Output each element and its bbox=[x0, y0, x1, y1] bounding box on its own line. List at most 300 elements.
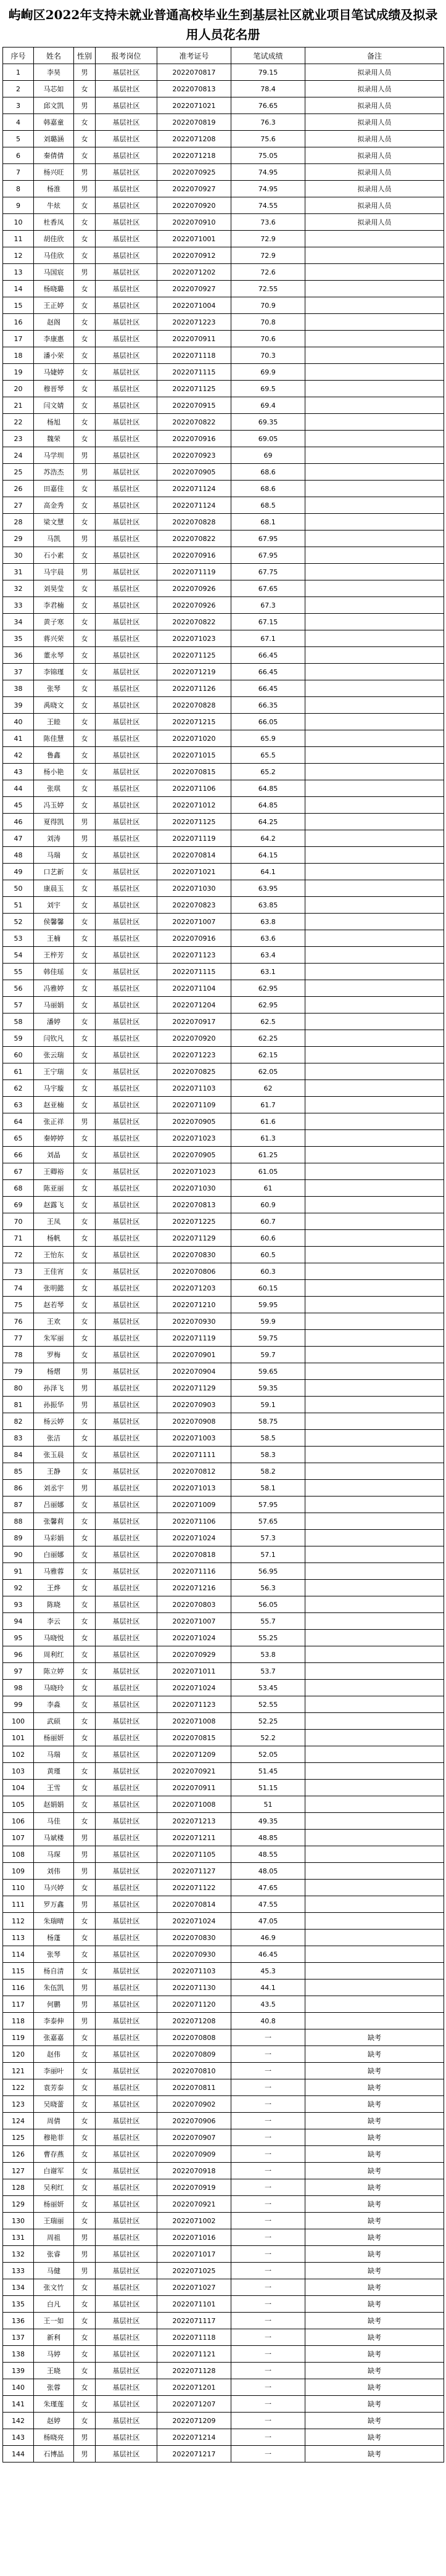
row-exam-number-cell: 2022071122 bbox=[157, 1880, 231, 1896]
row-remarks-cell bbox=[305, 914, 444, 930]
row-exam-number-cell: 2022071007 bbox=[157, 1613, 231, 1630]
row-exam-number-cell: 2022070822 bbox=[157, 530, 231, 547]
row-index-cell: 29 bbox=[3, 530, 34, 547]
row-gender-cell: 男 bbox=[74, 64, 96, 81]
table-row bbox=[3, 1180, 444, 1197]
row-index-cell: 99 bbox=[3, 1696, 34, 1713]
row-exam-number-cell: 2022070810 bbox=[157, 2063, 231, 2079]
row-name-cell: 刘涛 bbox=[34, 830, 74, 847]
row-position-cell: 基层社区 bbox=[96, 81, 157, 97]
row-remarks-cell: 缺考 bbox=[305, 2213, 444, 2229]
table-row bbox=[3, 1380, 444, 1397]
row-name-cell: 王睦 bbox=[34, 714, 74, 730]
row-name-cell: 张云瑞 bbox=[34, 1047, 74, 1063]
row-gender-cell: 男 bbox=[74, 2263, 96, 2279]
row-index-cell: 56 bbox=[3, 980, 34, 997]
row-exam-number-cell: 2022071120 bbox=[157, 1996, 231, 2013]
row-score-cell: 61.25 bbox=[231, 1147, 305, 1163]
row-gender-cell: 女 bbox=[74, 1580, 96, 1596]
row-index-cell: 61 bbox=[3, 1063, 34, 1080]
row-remarks-cell bbox=[305, 1097, 444, 1113]
table-row bbox=[3, 1130, 444, 1147]
row-position-cell: 基层社区 bbox=[96, 897, 157, 914]
table-row bbox=[3, 2079, 444, 2096]
row-remarks-cell bbox=[305, 1796, 444, 1813]
row-exam-number-cell: 2022071119 bbox=[157, 564, 231, 580]
table-row bbox=[3, 297, 444, 314]
row-score-cell: 67.15 bbox=[231, 614, 305, 630]
row-gender-cell: 女 bbox=[74, 381, 96, 397]
table-row bbox=[3, 97, 444, 114]
row-exam-number-cell: 2022070911 bbox=[157, 331, 231, 347]
row-exam-number-cell: 2022070903 bbox=[157, 1397, 231, 1413]
row-position-cell: 基层社区 bbox=[96, 1363, 157, 1380]
row-name-cell: 穆艳菲 bbox=[34, 2129, 74, 2146]
row-index-cell: 2 bbox=[3, 81, 34, 97]
row-position-cell: 基层社区 bbox=[96, 1996, 157, 2013]
row-name-cell: 赵娟娟 bbox=[34, 1796, 74, 1813]
row-remarks-cell: 拟录用人员 bbox=[305, 64, 444, 81]
row-exam-number-cell: 2022071209 bbox=[157, 2413, 231, 2429]
row-index-cell: 52 bbox=[3, 914, 34, 930]
row-index-cell: 54 bbox=[3, 947, 34, 964]
row-score-cell: 59.7 bbox=[231, 1347, 305, 1363]
row-exam-number-cell: 2022071024 bbox=[157, 1913, 231, 1930]
table-row bbox=[3, 331, 444, 347]
row-gender-cell: 女 bbox=[74, 2129, 96, 2146]
table-row bbox=[3, 1946, 444, 1963]
row-position-cell: 基层社区 bbox=[96, 2329, 157, 2346]
row-remarks-cell bbox=[305, 1013, 444, 1030]
table-row bbox=[3, 414, 444, 431]
row-position-cell: 基层社区 bbox=[96, 930, 157, 947]
row-exam-number-cell: 2022071128 bbox=[157, 2363, 231, 2379]
row-index-cell: 49 bbox=[3, 864, 34, 880]
row-index-cell: 22 bbox=[3, 414, 34, 431]
row-score-cell: 一 bbox=[231, 2446, 305, 2462]
row-remarks-cell bbox=[305, 1113, 444, 1130]
row-remarks-cell bbox=[305, 397, 444, 414]
table-row bbox=[3, 1097, 444, 1113]
row-position-cell: 基层社区 bbox=[96, 1247, 157, 1263]
row-score-cell: 56.3 bbox=[231, 1580, 305, 1596]
row-gender-cell: 女 bbox=[74, 864, 96, 880]
row-score-cell: 一 bbox=[231, 2313, 305, 2329]
row-exam-number-cell: 2022071203 bbox=[157, 1280, 231, 1297]
row-position-cell: 基层社区 bbox=[96, 2046, 157, 2063]
row-name-cell: 白谢军 bbox=[34, 2163, 74, 2179]
row-name-cell: 杨淮 bbox=[34, 181, 74, 197]
row-name-cell: 马晓玲 bbox=[34, 1680, 74, 1696]
row-score-cell: 56.95 bbox=[231, 1563, 305, 1580]
row-remarks-cell bbox=[305, 1846, 444, 1863]
row-name-cell: 王凤 bbox=[34, 1213, 74, 1230]
row-gender-cell: 男 bbox=[74, 1480, 96, 1496]
table-row bbox=[3, 2179, 444, 2196]
row-exam-number-cell: 2022070825 bbox=[157, 1063, 231, 1080]
row-index-cell: 34 bbox=[3, 614, 34, 630]
row-remarks-cell bbox=[305, 1830, 444, 1846]
row-remarks-cell bbox=[305, 1230, 444, 1247]
row-gender-cell: 女 bbox=[74, 680, 96, 697]
row-name-cell: 胡佳欣 bbox=[34, 231, 74, 247]
row-gender-cell: 女 bbox=[74, 1913, 96, 1930]
row-exam-number-cell: 2022071021 bbox=[157, 864, 231, 880]
row-index-cell: 101 bbox=[3, 1730, 34, 1746]
row-exam-number-cell: 2022071105 bbox=[157, 1846, 231, 1863]
table-row bbox=[3, 1913, 444, 1930]
row-remarks-cell bbox=[305, 1280, 444, 1297]
row-remarks-cell bbox=[305, 997, 444, 1013]
row-index-cell: 138 bbox=[3, 2346, 34, 2363]
row-exam-number-cell: 2022070916 bbox=[157, 930, 231, 947]
row-exam-number-cell: 2022070813 bbox=[157, 1197, 231, 1213]
row-position-cell: 基层社区 bbox=[96, 2213, 157, 2229]
row-exam-number-cell: 2022070919 bbox=[157, 2179, 231, 2196]
row-index-cell: 51 bbox=[3, 897, 34, 914]
row-remarks-cell bbox=[305, 1863, 444, 1880]
row-remarks-cell bbox=[305, 1696, 444, 1713]
row-index-cell: 85 bbox=[3, 1463, 34, 1480]
row-index-cell: 15 bbox=[3, 297, 34, 314]
table-row bbox=[3, 2396, 444, 2413]
row-name-cell: 张正祥 bbox=[34, 1113, 74, 1130]
row-name-cell: 马兴婷 bbox=[34, 1880, 74, 1896]
table-row bbox=[3, 1930, 444, 1946]
row-gender-cell: 女 bbox=[74, 2396, 96, 2413]
table-row bbox=[3, 1780, 444, 1796]
table-row bbox=[3, 1813, 444, 1830]
row-remarks-cell bbox=[305, 431, 444, 447]
row-name-cell: 潘小荣 bbox=[34, 347, 74, 364]
row-score-cell: 61.05 bbox=[231, 1163, 305, 1180]
row-position-cell: 基层社区 bbox=[96, 914, 157, 930]
row-gender-cell: 女 bbox=[74, 431, 96, 447]
row-gender-cell: 女 bbox=[74, 1613, 96, 1630]
row-name-cell: 马琛 bbox=[34, 1846, 74, 1863]
row-position-cell: 基层社区 bbox=[96, 1930, 157, 1946]
row-remarks-cell: 缺考 bbox=[305, 2413, 444, 2429]
row-exam-number-cell: 2022071116 bbox=[157, 1563, 231, 1580]
row-exam-number-cell: 2022071003 bbox=[157, 1430, 231, 1447]
row-position-cell: 基层社区 bbox=[96, 1696, 157, 1713]
row-index-cell: 13 bbox=[3, 264, 34, 281]
row-exam-number-cell: 2022071126 bbox=[157, 680, 231, 697]
table-row bbox=[3, 880, 444, 897]
row-name-cell: 武硕 bbox=[34, 1713, 74, 1730]
row-name-cell: 马国宸 bbox=[34, 264, 74, 281]
row-score-cell: 64.25 bbox=[231, 814, 305, 830]
row-index-cell: 55 bbox=[3, 964, 34, 980]
row-position-cell: 基层社区 bbox=[96, 847, 157, 864]
row-position-cell: 基层社区 bbox=[96, 2229, 157, 2246]
row-gender-cell: 女 bbox=[74, 580, 96, 597]
row-position-cell: 基层社区 bbox=[96, 214, 157, 231]
row-remarks-cell bbox=[305, 1297, 444, 1313]
table-row bbox=[3, 431, 444, 447]
row-gender-cell: 男 bbox=[74, 564, 96, 580]
row-position-cell: 基层社区 bbox=[96, 1496, 157, 1513]
row-position-cell: 基层社区 bbox=[96, 1113, 157, 1130]
row-name-cell: 马健 bbox=[34, 2263, 74, 2279]
row-remarks-cell: 缺考 bbox=[305, 2363, 444, 2379]
row-name-cell: 马斌楼 bbox=[34, 1830, 74, 1846]
row-name-cell: 吕丽娜 bbox=[34, 1496, 74, 1513]
row-exam-number-cell: 2022071012 bbox=[157, 797, 231, 814]
row-remarks-cell: 缺考 bbox=[305, 2246, 444, 2263]
row-gender-cell: 女 bbox=[74, 1063, 96, 1080]
row-gender-cell: 男 bbox=[74, 1979, 96, 1996]
row-score-cell: 58.5 bbox=[231, 1430, 305, 1447]
row-score-cell: 一 bbox=[231, 2096, 305, 2113]
row-position-cell: 基层社区 bbox=[96, 1413, 157, 1430]
row-remarks-cell bbox=[305, 1513, 444, 1530]
row-name-cell: 杨熠 bbox=[34, 1363, 74, 1380]
row-exam-number-cell: 2022070920 bbox=[157, 1030, 231, 1047]
row-index-cell: 92 bbox=[3, 1580, 34, 1596]
row-name-cell: 牛炫 bbox=[34, 197, 74, 214]
table-row bbox=[3, 2029, 444, 2046]
row-position-cell: 基层社区 bbox=[96, 181, 157, 197]
row-index-cell: 79 bbox=[3, 1363, 34, 1380]
row-index-cell: 103 bbox=[3, 1763, 34, 1780]
table-row bbox=[3, 2196, 444, 2213]
row-index-cell: 70 bbox=[3, 1213, 34, 1230]
row-gender-cell: 女 bbox=[74, 1213, 96, 1230]
row-index-cell: 77 bbox=[3, 1330, 34, 1347]
row-exam-number-cell: 2022070906 bbox=[157, 2113, 231, 2129]
row-name-cell: 秦倩倩 bbox=[34, 147, 74, 164]
table-row bbox=[3, 2013, 444, 2029]
row-gender-cell: 女 bbox=[74, 1147, 96, 1163]
row-remarks-cell: 缺考 bbox=[305, 2129, 444, 2146]
row-position-cell: 基层社区 bbox=[96, 597, 157, 614]
row-index-cell: 141 bbox=[3, 2396, 34, 2413]
row-index-cell: 67 bbox=[3, 1163, 34, 1180]
table-row bbox=[3, 2046, 444, 2063]
row-remarks-cell bbox=[305, 314, 444, 331]
row-score-cell: 67.1 bbox=[231, 630, 305, 647]
row-gender-cell: 女 bbox=[74, 1097, 96, 1113]
row-remarks-cell: 拟录用人员 bbox=[305, 181, 444, 197]
table-row bbox=[3, 1730, 444, 1746]
row-exam-number-cell: 2022070814 bbox=[157, 847, 231, 864]
row-index-cell: 81 bbox=[3, 1397, 34, 1413]
row-exam-number-cell: 2022071129 bbox=[157, 1230, 231, 1247]
row-position-cell: 基层社区 bbox=[96, 2063, 157, 2079]
row-score-cell: 61.6 bbox=[231, 1113, 305, 1130]
row-exam-number-cell: 2022071101 bbox=[157, 2296, 231, 2313]
row-gender-cell: 女 bbox=[74, 647, 96, 664]
row-gender-cell: 女 bbox=[74, 1030, 96, 1047]
row-position-cell: 基层社区 bbox=[96, 1180, 157, 1197]
row-index-cell: 62 bbox=[3, 1080, 34, 1097]
row-index-cell: 44 bbox=[3, 780, 34, 797]
row-name-cell: 张馨莉 bbox=[34, 1513, 74, 1530]
row-score-cell: 63.85 bbox=[231, 897, 305, 914]
row-gender-cell: 女 bbox=[74, 947, 96, 964]
table-row bbox=[3, 1580, 444, 1596]
row-remarks-cell bbox=[305, 514, 444, 530]
row-remarks-cell bbox=[305, 1813, 444, 1830]
row-score-cell: 51.15 bbox=[231, 1780, 305, 1796]
row-score-cell: 74.55 bbox=[231, 197, 305, 214]
row-score-cell: 72.9 bbox=[231, 247, 305, 264]
row-gender-cell: 女 bbox=[74, 2063, 96, 2079]
row-exam-number-cell: 2022071024 bbox=[157, 1630, 231, 1646]
row-remarks-cell: 缺考 bbox=[305, 2229, 444, 2246]
row-exam-number-cell: 2022071129 bbox=[157, 1380, 231, 1397]
row-index-cell: 23 bbox=[3, 431, 34, 447]
row-score-cell: 62.05 bbox=[231, 1063, 305, 1080]
row-name-cell: 马晓悦 bbox=[34, 1630, 74, 1646]
table-row bbox=[3, 397, 444, 414]
row-name-cell: 罗梅 bbox=[34, 1347, 74, 1363]
row-name-cell: 吴利红 bbox=[34, 2179, 74, 2196]
row-remarks-cell: 缺考 bbox=[305, 2429, 444, 2446]
row-gender-cell: 男 bbox=[74, 814, 96, 830]
row-score-cell: 51 bbox=[231, 1796, 305, 1813]
row-index-cell: 10 bbox=[3, 214, 34, 231]
row-name-cell: 董永琴 bbox=[34, 647, 74, 664]
row-name-cell: 鲁鑫 bbox=[34, 747, 74, 764]
row-index-cell: 47 bbox=[3, 830, 34, 847]
row-score-cell: 62.15 bbox=[231, 1047, 305, 1063]
row-score-cell: 51.45 bbox=[231, 1763, 305, 1780]
row-index-cell: 41 bbox=[3, 730, 34, 747]
row-remarks-cell bbox=[305, 730, 444, 747]
row-position-cell: 基层社区 bbox=[96, 331, 157, 347]
row-name-cell: 王雪 bbox=[34, 1780, 74, 1796]
row-position-cell: 基层社区 bbox=[96, 64, 157, 81]
row-score-cell: 47.65 bbox=[231, 1880, 305, 1896]
row-name-cell: 高金秀 bbox=[34, 497, 74, 514]
table-row bbox=[3, 231, 444, 247]
table-row bbox=[3, 147, 444, 164]
row-name-cell: 罗万鑫 bbox=[34, 1896, 74, 1913]
row-gender-cell: 女 bbox=[74, 997, 96, 1013]
row-name-cell: 马瑞 bbox=[34, 847, 74, 864]
table-row bbox=[3, 1613, 444, 1630]
row-remarks-cell bbox=[305, 830, 444, 847]
row-index-cell: 105 bbox=[3, 1796, 34, 1813]
table-row bbox=[3, 1080, 444, 1097]
row-position-cell: 基层社区 bbox=[96, 1663, 157, 1680]
row-remarks-cell: 缺考 bbox=[305, 2296, 444, 2313]
row-index-cell: 98 bbox=[3, 1680, 34, 1696]
row-exam-number-cell: 2022070904 bbox=[157, 1363, 231, 1380]
row-name-cell: 白凡 bbox=[34, 2296, 74, 2313]
row-exam-number-cell: 2022071117 bbox=[157, 2313, 231, 2329]
table-row bbox=[3, 1213, 444, 1230]
row-remarks-cell: 缺考 bbox=[305, 2096, 444, 2113]
row-gender-cell: 女 bbox=[74, 1080, 96, 1097]
roster-table bbox=[2, 47, 444, 2462]
row-index-cell: 75 bbox=[3, 1297, 34, 1313]
row-gender-cell: 男 bbox=[74, 1830, 96, 1846]
table-row bbox=[3, 630, 444, 647]
row-score-cell: 74.95 bbox=[231, 181, 305, 197]
row-remarks-cell bbox=[305, 1563, 444, 1580]
row-remarks-cell bbox=[305, 1963, 444, 1979]
row-gender-cell: 女 bbox=[74, 131, 96, 147]
row-score-cell: 67.95 bbox=[231, 547, 305, 564]
row-name-cell: 赵婷 bbox=[34, 2413, 74, 2429]
row-name-cell: 新利 bbox=[34, 2329, 74, 2346]
row-name-cell: 马佳 bbox=[34, 1813, 74, 1830]
row-index-cell: 117 bbox=[3, 1996, 34, 2013]
row-score-cell: 59.1 bbox=[231, 1397, 305, 1413]
row-gender-cell: 女 bbox=[74, 2113, 96, 2129]
row-score-cell: 66.35 bbox=[231, 697, 305, 714]
row-name-cell: 王瑞丽 bbox=[34, 2213, 74, 2229]
row-gender-cell: 女 bbox=[74, 147, 96, 164]
table-row bbox=[3, 381, 444, 397]
row-score-cell: 69.5 bbox=[231, 381, 305, 397]
row-name-cell: 张洁 bbox=[34, 1430, 74, 1447]
row-remarks-cell: 拟录用人员 bbox=[305, 147, 444, 164]
row-gender-cell: 男 bbox=[74, 2229, 96, 2246]
row-index-cell: 84 bbox=[3, 1447, 34, 1463]
row-exam-number-cell: 2022071123 bbox=[157, 1696, 231, 1713]
row-remarks-cell bbox=[305, 1413, 444, 1430]
row-gender-cell: 女 bbox=[74, 2363, 96, 2379]
row-score-cell: 47.05 bbox=[231, 1913, 305, 1930]
row-exam-number-cell: 2022070803 bbox=[157, 1596, 231, 1613]
row-exam-number-cell: 2022071118 bbox=[157, 2329, 231, 2346]
row-gender-cell: 女 bbox=[74, 364, 96, 381]
row-exam-number-cell: 2022070828 bbox=[157, 514, 231, 530]
row-index-cell: 115 bbox=[3, 1963, 34, 1979]
row-gender-cell: 男 bbox=[74, 2013, 96, 2029]
row-gender-cell: 男 bbox=[74, 1113, 96, 1130]
row-index-cell: 20 bbox=[3, 381, 34, 397]
row-exam-number-cell: 2022071008 bbox=[157, 1796, 231, 1813]
row-exam-number-cell: 2022071024 bbox=[157, 1530, 231, 1546]
row-score-cell: 58.1 bbox=[231, 1480, 305, 1496]
table-row bbox=[3, 530, 444, 547]
table-row bbox=[3, 497, 444, 514]
row-name-cell: 杨丽妍 bbox=[34, 1730, 74, 1746]
row-score-cell: 61 bbox=[231, 1180, 305, 1197]
row-exam-number-cell: 2022071204 bbox=[157, 997, 231, 1013]
row-gender-cell: 女 bbox=[74, 964, 96, 980]
row-gender-cell: 女 bbox=[74, 1696, 96, 1713]
row-name-cell: 王楠 bbox=[34, 930, 74, 947]
row-index-cell: 12 bbox=[3, 247, 34, 264]
row-score-cell: 59.75 bbox=[231, 1330, 305, 1347]
row-score-cell: 40.8 bbox=[231, 2013, 305, 2029]
row-score-cell: 63.1 bbox=[231, 964, 305, 980]
row-index-cell: 19 bbox=[3, 364, 34, 381]
row-position-cell: 基层社区 bbox=[96, 1147, 157, 1163]
row-remarks-cell: 缺考 bbox=[305, 2079, 444, 2096]
row-score-cell: 48.85 bbox=[231, 1830, 305, 1846]
row-position-cell: 基层社区 bbox=[96, 431, 157, 447]
row-gender-cell: 女 bbox=[74, 1163, 96, 1180]
row-exam-number-cell: 2022070812 bbox=[157, 1463, 231, 1480]
row-exam-number-cell: 2022070806 bbox=[157, 1263, 231, 1280]
row-score-cell: 76.65 bbox=[231, 97, 305, 114]
table-row bbox=[3, 797, 444, 814]
row-remarks-cell bbox=[305, 497, 444, 514]
row-gender-cell: 女 bbox=[74, 2163, 96, 2179]
row-gender-cell: 女 bbox=[74, 930, 96, 947]
row-exam-number-cell: 2022070926 bbox=[157, 580, 231, 597]
row-gender-cell: 女 bbox=[74, 2329, 96, 2346]
row-name-cell: 王怡东 bbox=[34, 1247, 74, 1263]
row-remarks-cell bbox=[305, 1996, 444, 2013]
